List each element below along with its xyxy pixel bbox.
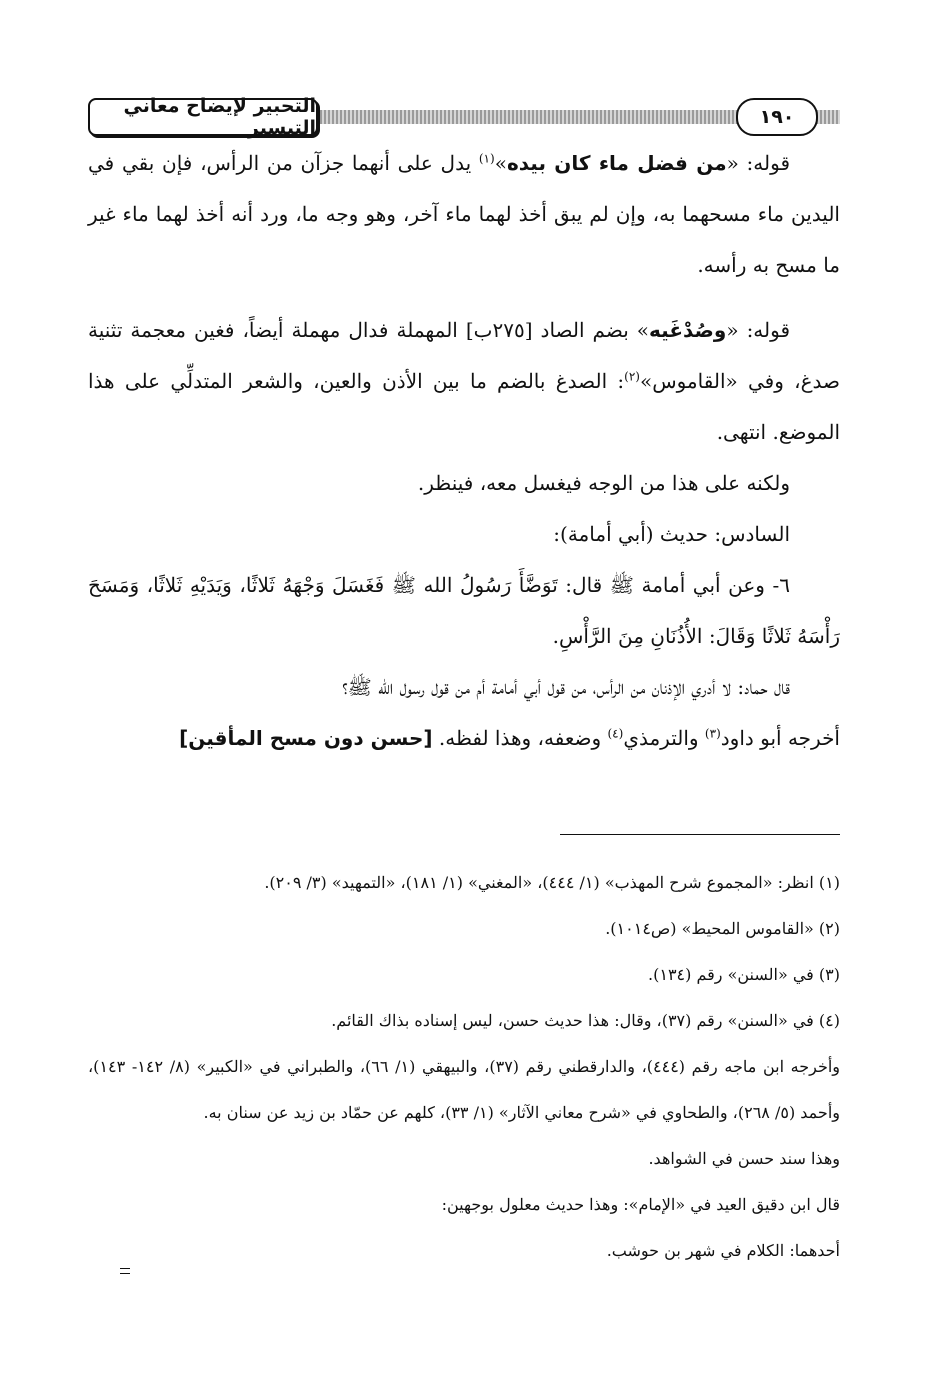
footnote-4: (٤) في «السنن» رقم (٣٧)، وقال: هذا حديث حسن، ليس إسناده بذاك القائم. bbox=[331, 1011, 840, 1030]
footnote-4-quote: قال ابن دقيق العيد في «الإمام»: وهذا حديث معلول بوجهين: bbox=[441, 1195, 840, 1214]
hadith-text: ٦- وعن أبي أمامة ﷺ قال: تَوَضَّأَ رَسُولُ الله ﷺ فَغَسَلَ وَجْهَهُ ثَلاثًا، وَيَدَيْهِ ثَلاثًا، وَمَسَحَ رَأْسَهُ ثَلاثًا وَقَالَ: الأُذُنَانِ مِنَ الرَّأْسِ. bbox=[88, 573, 840, 648]
footnote-separator bbox=[560, 834, 840, 835]
main-text bbox=[88, 138, 840, 764]
footnotes bbox=[88, 860, 840, 1274]
footnote-2: (٢) «القاموس المحيط» (ص١٠١٤). bbox=[605, 919, 840, 938]
page-number: ١٩٠ bbox=[736, 98, 818, 136]
page-header bbox=[88, 96, 840, 140]
paragraph-2: قوله: «وصُدْغَيه» بضم الصاد [٢٧٥ب] المهملة فدال مهملة أيضاً، فغين معجمة تثنية صدغ، وفي «القاموس»$^{(٢)}$: الصدغ بالضم ما بين الأذن والعين، والشعر المتدلِّي على هذا الموضع. انتهى. bbox=[88, 318, 841, 444]
quoted-phrase: من فضل ماء كان بيده bbox=[506, 151, 727, 175]
paragraph-7: أخرجه أبو داود$^{(٣)}$ والترمذي$^{(٤)}$ وضعفه، وهذا لفظه. [حسن دون مسح المأقين] bbox=[179, 726, 840, 750]
footnote-4-continued: وأخرجه ابن ماجه رقم (٤٤٤)، والدارقطني رقم (٣٧)، والبيهقي (١/ ٦٦)، والطبراني في «الكبير» (٨/ ١٤٢- ١٤٣)، وأحمد (٥/ ٢٦٨)، والطحاوي في «شرح معاني الآثار» (١/ ٣٣)، كلهم عن حمّاد بن زيد عن سنان به. bbox=[88, 1057, 841, 1122]
footnote-ref-1[interactable]: (١) bbox=[478, 151, 495, 166]
footnote-ref-3[interactable]: (٣) bbox=[704, 726, 721, 741]
continuation-mark bbox=[120, 1268, 130, 1274]
paragraph-6: قال حماد: لا أدري الإذنان من الرأس، من قول أبي أمامة أم من قول رسول الله ﷺ؟ bbox=[342, 675, 790, 699]
footnote-ref-4[interactable]: (٤) bbox=[607, 726, 624, 741]
grading: [حسن دون مسح المأقين] bbox=[179, 726, 433, 750]
paragraph-3: ولكنه على هذا من الوجه فيغسل معه، فينظر. bbox=[417, 471, 790, 495]
footnote-4-reason: أحدهما: الكلام في شهر بن حوشب. bbox=[606, 1241, 840, 1260]
book-title: التحبير لإيضاح معاني التيسير bbox=[88, 98, 318, 136]
quoted-word: وصُدْغَيه bbox=[649, 318, 727, 342]
footnote-ref-2[interactable]: (٢) bbox=[624, 369, 640, 384]
footnote-4-note: وهذا سند حسن في الشواهد. bbox=[648, 1149, 840, 1168]
footnote-1: (١) انظر: «المجموع شرح المهذب» (١/ ٤٤٤)، «المغني» (١/ ١٨١)، «التمهيد» (٣/ ٢٠٩). bbox=[264, 873, 840, 892]
footnote-3: (٣) في «السنن» رقم (١٣٤). bbox=[648, 965, 840, 984]
section-heading: السادس: حديث (أبي أمامة): bbox=[553, 522, 790, 546]
paragraph-1: قوله: «من فضل ماء كان بيده»$^{(١)}$ يدل على أنهما جزآن من الرأس، فإن بقي في اليدين ماء مسحهما به، وإن لم يبق أخذ لهما ماء آخر، وهو وجه ما، ورد أنه أخذ لهما ماء غير ما مسح به رأسه. bbox=[88, 151, 840, 277]
